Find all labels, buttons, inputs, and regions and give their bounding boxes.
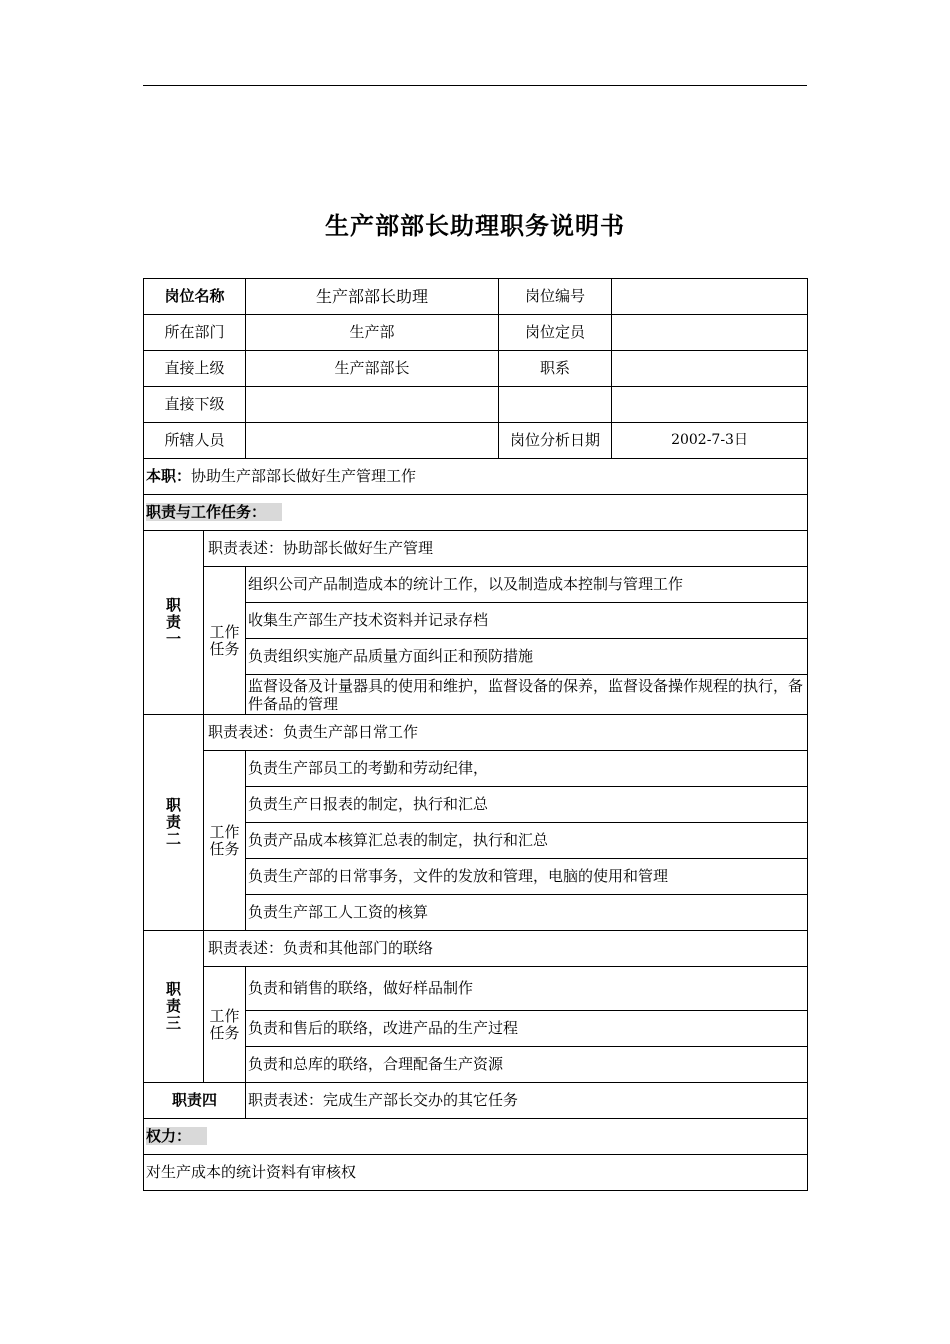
staff-label: 所辖人员 <box>144 423 246 459</box>
row-superior <box>144 351 808 387</box>
duty-3-task-2: 负责和售后的联络，改进产品的生产过程 <box>246 1011 808 1047</box>
post-name-label: 岗位名称 <box>144 279 246 315</box>
duty-3-task-1: 负责和销售的联络，做好样品制作 <box>246 967 808 1011</box>
duty-2-label: 职 责 二 <box>144 715 204 931</box>
duty-3-task-label: 工作 任务 <box>204 967 246 1083</box>
analysis-date-label: 岗位分析日期 <box>499 423 612 459</box>
authority-text: 对生产成本的统计资料有审核权 <box>144 1155 808 1191</box>
duty-2-task-3: 负责产品成本核算汇总表的制定，执行和汇总 <box>246 823 808 859</box>
duty-2-task-5: 负责生产部工人工资的核算 <box>246 895 808 931</box>
duty-1-task-3: 负责组织实施产品质量方面纠正和预防措施 <box>246 639 808 675</box>
duty-1-task-row <box>144 567 808 603</box>
duty-4-row <box>144 1083 808 1119</box>
duty-3-task-row <box>144 967 808 1011</box>
responsibilities-header-text: 职责与工作任务： <box>146 503 282 521</box>
duty-2-description-row <box>144 715 808 751</box>
duty-1-description: 职责表述：协助部长做好生产管理 <box>204 531 808 567</box>
duty-3-description-row <box>144 931 808 967</box>
duty-summary <box>144 459 808 495</box>
authority-header-text: 权力： <box>146 1127 207 1145</box>
dept-label: 所在部门 <box>144 315 246 351</box>
duty-1-description-row <box>144 531 808 567</box>
series-label: 职系 <box>499 351 612 387</box>
row-post-name <box>144 279 808 315</box>
duty-2-task-label: 工作 任务 <box>204 751 246 931</box>
quota-label: 岗位定员 <box>499 315 612 351</box>
authority-header <box>144 1119 808 1155</box>
duty-1-task-1: 组织公司产品制造成本的统计工作，以及制造成本控制与管理工作 <box>246 567 808 603</box>
staff-value <box>246 423 499 459</box>
row-staff <box>144 423 808 459</box>
duty-summary-label: 本职： <box>146 467 192 485</box>
duty-4-label: 职责四 <box>144 1083 246 1119</box>
row-responsibilities-header <box>144 495 808 531</box>
duty-2-task-4: 负责生产部的日常事务，文件的发放和管理，电脑的使用和管理 <box>246 859 808 895</box>
duty-3-label: 职 责 三 <box>144 931 204 1083</box>
superior-value: 生产部部长 <box>246 351 499 387</box>
row-subordinate <box>144 387 808 423</box>
post-no-label: 岗位编号 <box>499 279 612 315</box>
duty-1-label: 职 责 一 <box>144 531 204 715</box>
responsibilities-header <box>144 495 808 531</box>
quota-value <box>612 315 808 351</box>
duty-1-task-label: 工作 任务 <box>204 567 246 715</box>
row-authority-header <box>144 1119 808 1155</box>
subordinate-extra-2 <box>612 387 808 423</box>
analysis-date-value: 2002-7-3日 <box>612 423 808 459</box>
duty-2-task-row <box>144 751 808 787</box>
series-value <box>612 351 808 387</box>
duty-2-description: 职责表述：负责生产部日常工作 <box>204 715 808 751</box>
row-dept <box>144 315 808 351</box>
subordinate-value <box>246 387 499 423</box>
row-authority-text <box>144 1155 808 1191</box>
row-duty-summary <box>144 459 808 495</box>
subordinate-extra <box>499 387 612 423</box>
duty-2-task-2: 负责生产日报表的制定，执行和汇总 <box>246 787 808 823</box>
dept-value: 生产部 <box>246 315 499 351</box>
post-no-value <box>612 279 808 315</box>
duty-4-description: 职责表述：完成生产部长交办的其它任务 <box>246 1083 808 1119</box>
duty-2-task-1: 负责生产部员工的考勤和劳动纪律， <box>246 751 808 787</box>
duty-1-task-2: 收集生产部生产技术资料并记录存档 <box>246 603 808 639</box>
duty-summary-text: 协助生产部部长做好生产管理工作 <box>191 467 417 485</box>
duty-1-task-4: 监督设备及计量器具的使用和维护，监督设备的保养，监督设备操作规程的执行，备件备品的管理 <box>246 675 808 715</box>
header-rule <box>143 85 807 86</box>
subordinate-label: 直接下级 <box>144 387 246 423</box>
document-title: 生产部部长助理职务说明书 <box>325 212 625 240</box>
post-name-value: 生产部部长助理 <box>246 279 499 315</box>
duty-3-description: 职责表述：负责和其他部门的联络 <box>204 931 808 967</box>
duty-3-task-3: 负责和总库的联络，合理配备生产资源 <box>246 1047 808 1083</box>
superior-label: 直接上级 <box>144 351 246 387</box>
job-description-table <box>143 278 808 1191</box>
